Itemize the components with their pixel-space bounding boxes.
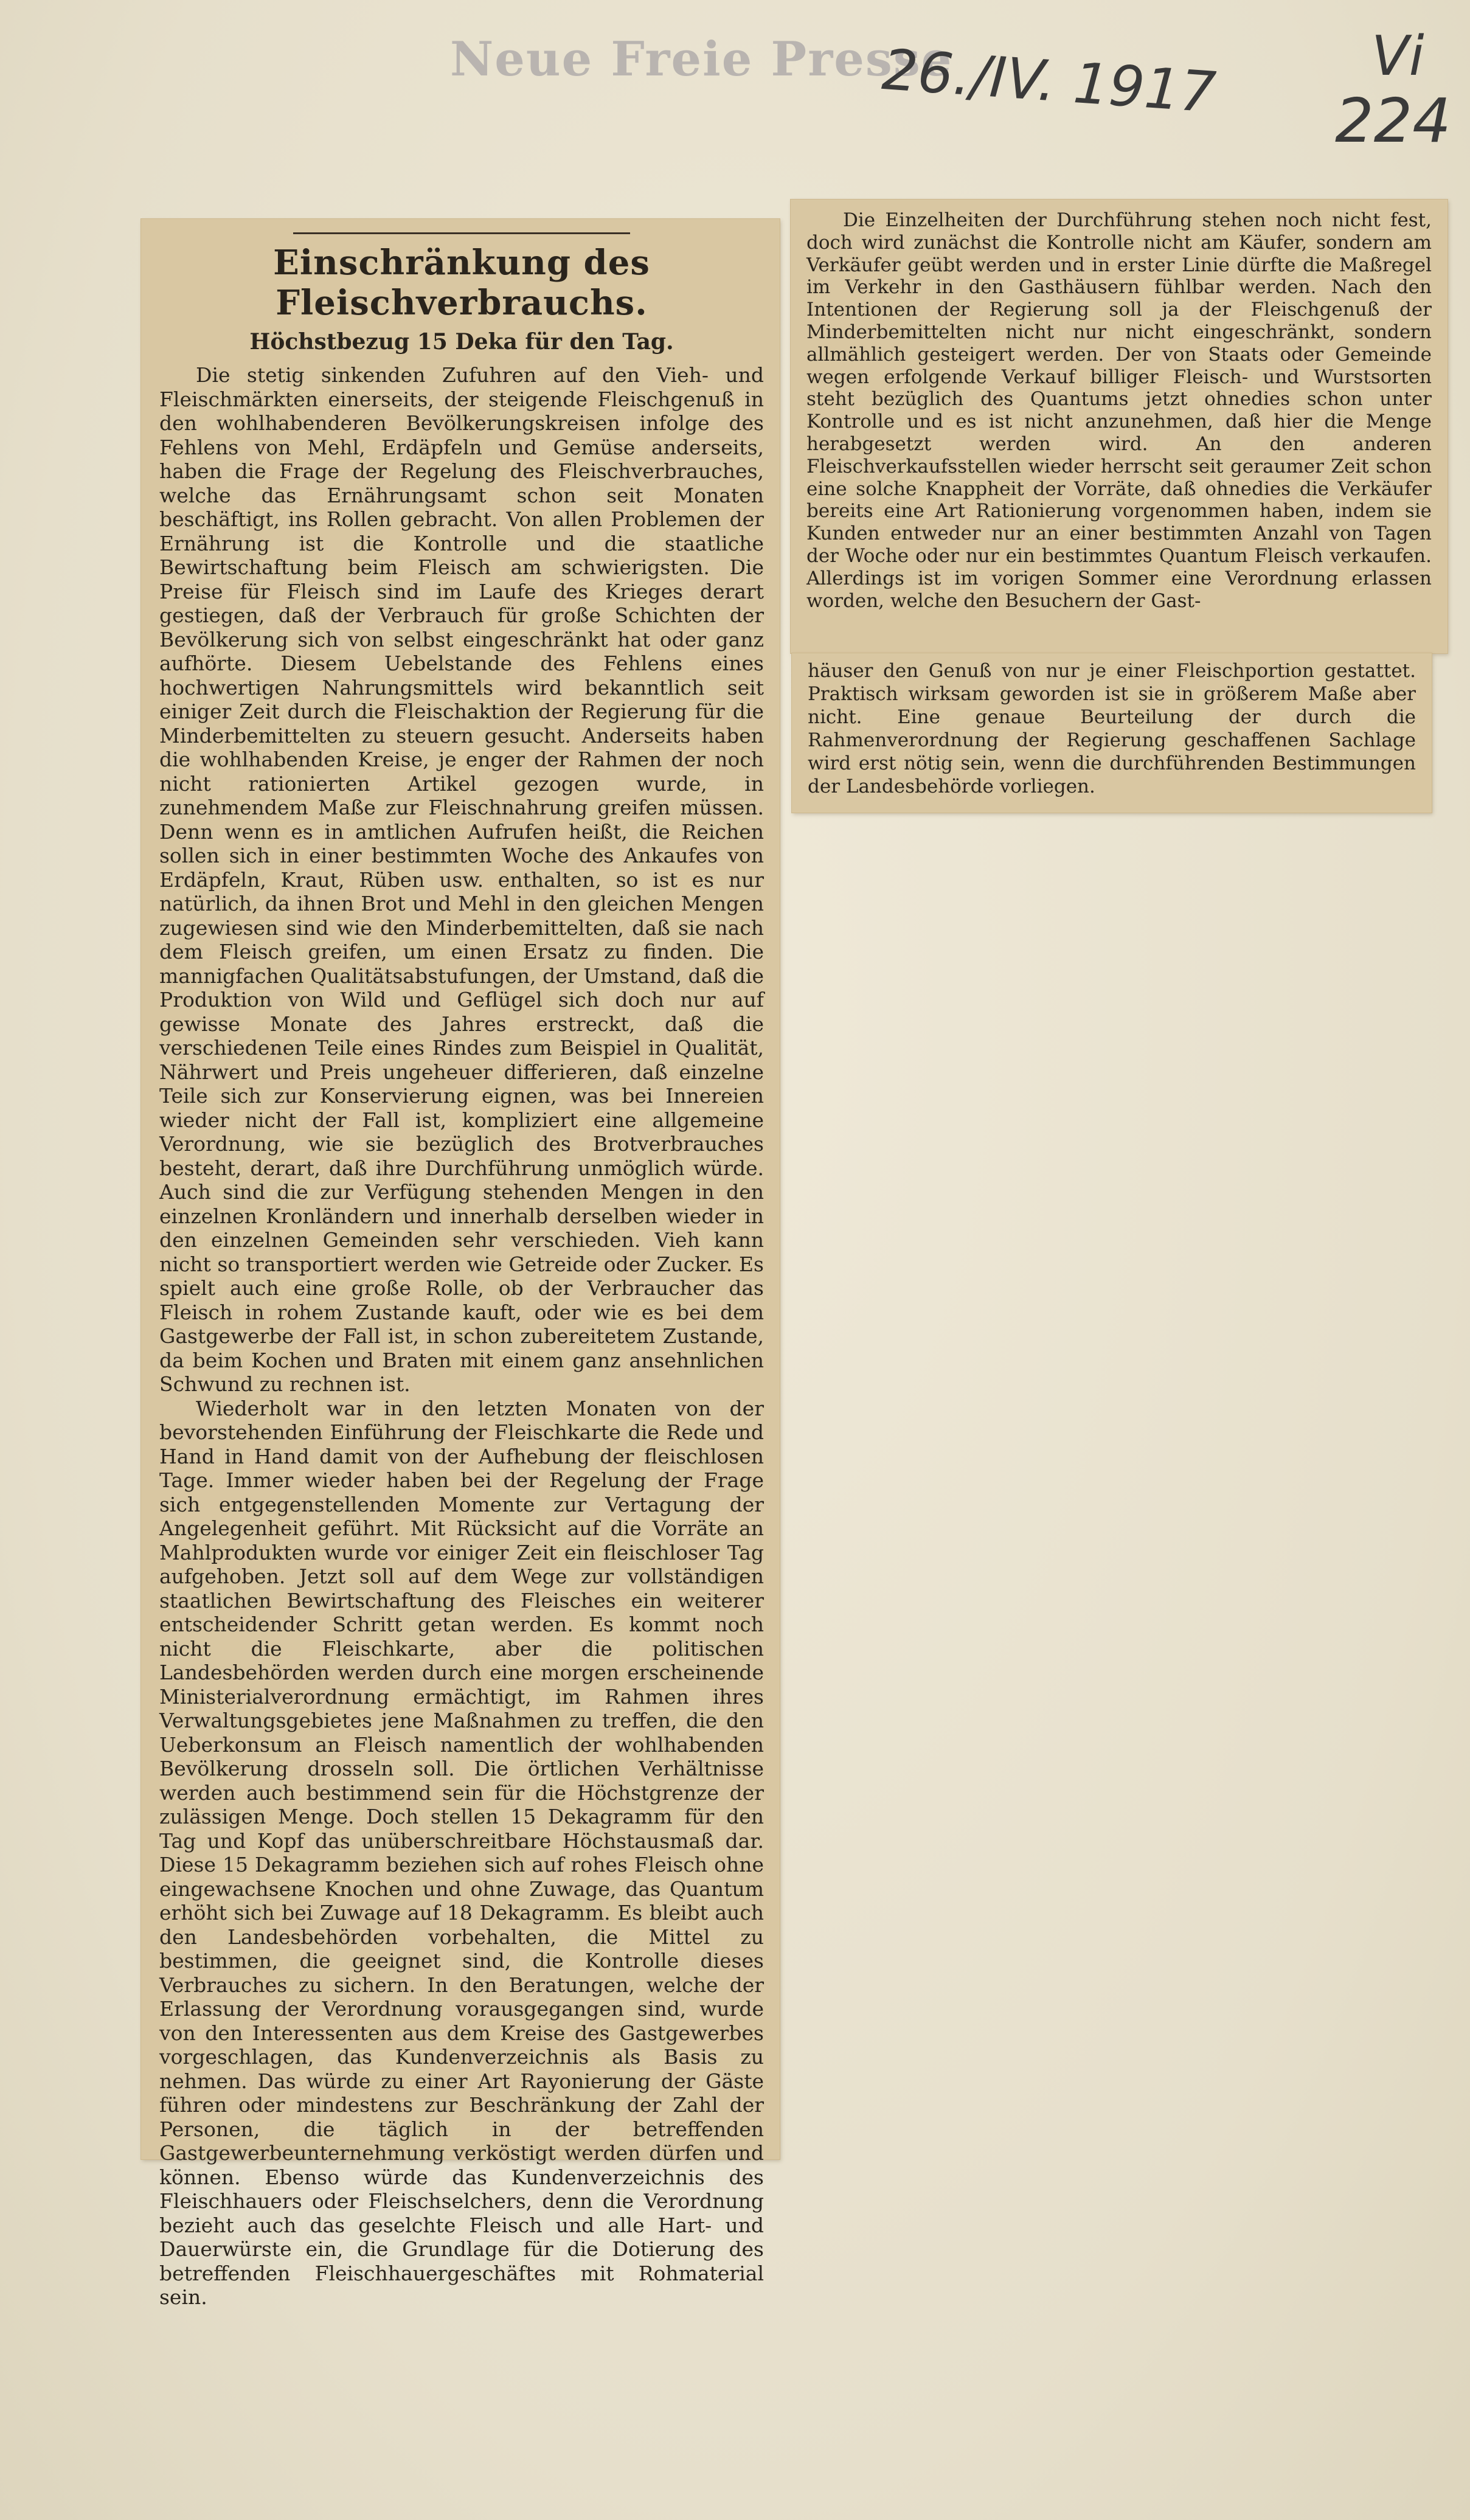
top-rule bbox=[293, 232, 630, 234]
clipping-right-lower bbox=[792, 653, 1432, 813]
clipping-right-upper bbox=[791, 200, 1447, 653]
article-title: Einschränkung des Fleischverbrauchs. bbox=[273, 243, 650, 323]
newspaper-stamp: Neue Freie Presse bbox=[450, 32, 953, 87]
article-subtitle: Höchstbezug 15 Deka für den Tag. bbox=[249, 329, 674, 355]
handwritten-note-top: Vi bbox=[1371, 24, 1424, 88]
handwritten-date: 26./IV. 1917 bbox=[879, 36, 1218, 126]
article-paragraph-4: häuser den Genuß von nur je einer Fleischportion gestattet. Praktisch wirksam geworden ist sie in größerem Maße aber nicht. Eine genaue Beurteilung der durch die Rahmenverordnung der Regierung geschaffenen Sachlage wird erst nötig sein, wenn die durchführenden Bestimmungen der Landesbehörde vorliegen. bbox=[808, 660, 1416, 797]
article-paragraph-3: Die Einzelheiten der Durchführung stehen noch nicht fest, doch wird zunächst die Kontrolle nicht am Käufer, sondern am Verkäufer geübt werden und in erster Linie dürfte die Maßregel im Verkehr in den Gasthäusern fühlbar werden. Nach den Intentionen der Regierung soll ja der Fleischgenuß der Minderbemittelten nicht nur nicht eingeschränkt, sondern allmählich gesteigert werden. Der von Staats oder Gemeinde wegen erfolgende Verkauf billiger Fleisch- und Wurstsorten steht bezüglich des Quantums jetzt ohnedies schon unter Kontrolle und es ist nicht anzunehmen, daß hier die Menge herabgesetzt werden wird. An den anderen Fleischverkaufsstellen wieder herrscht seit geraumer Zeit schon eine solche Knappheit der Vorräte, daß ohnedies die Verkäufer bereits eine Art Rationierung vorgenommen haben, indem sie Kunden entweder nur an einer bestimmten Anzahl von Tagen der Woche oder nur ein bestimmtes Quantum Fleisch verkaufen. Allerdings ist im vorigen Sommer eine Verordnung erlassen worden, welche den Besuchern der Gast- bbox=[806, 209, 1432, 612]
handwritten-note-number: 224 bbox=[1335, 85, 1451, 156]
article-paragraph-2: Wiederholt war in den letzten Monaten von der bevorstehenden Einführung der Fleischkarte die Rede und Hand in Hand damit von der Aufhebung der fleischlosen Tage. Immer wieder haben bei der Regelung der Frage sich entgegenstellenden Momente zur Vertagung der Angelegenheit geführt. Mit Rücksicht auf die Vorräte an Mahlprodukten wurde vor einiger Zeit ein fleischloser Tag aufgehoben. Jetzt soll auf dem Wege zur vollständigen staatlichen Bewirtschaftung des Fleisches ein weiterer entscheidender Schritt getan werden. Es kommt noch nicht die Fleischkarte, aber die politischen Landesbehörden werden durch eine morgen erscheinende Ministerialverordnung ermächtigt, im Rahmen ihres Verwaltungsgebietes jene Maßnahmen zu treffen, die den Ueberkonsum an Fleisch namentlich der wohlhabenden Bevölkerung drosseln soll. Die örtlichen Verhältnisse werden auch bestimmend sein für die Höchstgrenze der zulässigen Menge. Doch stellen 15 Dekagramm für den Tag und Kopf das unüberschreitbare Höchstausmaß dar. Diese 15 Dekagramm beziehen sich auf rohes Fleisch ohne eingewachsene Knochen und ohne Zuwage, das Quantum erhöht sich bei Zuwage auf 18 Dekagramm. Es bleibt auch den Landesbehörden vorbehalten, die Mittel zu bestimmen, die geeignet sind, die Kontrolle dieses Verbrauches zu sichern. In den Beratungen, welche der Erlassung der Verordnung vorausgegangen sind, wurde von den Interessenten aus dem Kreise des Gastgewerbes vorgeschlagen, das Kundenverzeichnis als Basis zu nehmen. Das würde zu einer Art Rayonierung der Gäste führen oder mindestens zur Beschränkung der Zahl der Personen, die täglich in der betreffenden Gastgewerbeunternehmung verköstigt werden dürfen und können. Ebenso würde das Kundenverzeichnis des Fleischhauers oder Fleischselchers, denn die Verordnung bezieht auch das geselchte Fleisch und alle Hart- und Dauerwürste ein, die Grundlage für die Dotierung des betreffenden Fleischhauergeschäftes mit Rohmaterial sein. bbox=[159, 1396, 764, 2309]
article-paragraph-1: Die stetig sinkenden Zufuhren auf den Vieh- und Fleischmärkten einerseits, der steigende Fleischgenuß in den wohlhabenderen Bevölkerungskreisen infolge des Fehlens von Mehl, Erdäpfeln und Gemüse anderseits, haben die Frage der Regelung des Fleischverbrauches, welche das Ernährungsamt schon seit Monaten beschäftigt, ins Rollen gebracht. Von allen Problemen der Ernährung ist die Kontrolle und die staatliche Bewirtschaftung beim Fleisch am schwierigsten. Die Preise für Fleisch sind im Laufe des Krieges derart gestiegen, daß der Verbrauch für große Schichten der Bevölkerung sich von selbst eingeschränkt hat oder ganz aufhörte. Diesem Uebelstande des Fehlens eines hochwertigen Nahrungsmittels wird bekanntlich seit einiger Zeit durch die Fleischaktion der Regierung für die Minderbemittelten zu steuern gesucht. Anderseits haben die wohlhabenden Kreise, je enger der Rahmen der noch nicht rationierten Artikel gezogen wurde, in zunehmendem Maße zur Fleischnahrung greifen müssen. Denn wenn es in amtlichen Aufrufen heißt, die Reichen sollen sich in einer bestimmten Woche des Ankaufes von Erdäpfeln, Kraut, Rüben usw. enthalten, so ist es nur natürlich, da ihnen Brot und Mehl in den gleichen Mengen zugewiesen sind wie den Minderbemittelten, daß sie nach dem Fleisch greifen, um einen Ersatz zu finden. Die mannigfachen Qualitätsabstufungen, der Umstand, daß die Produktion von Wild und Geflügel sich doch nur auf gewisse Monate des Jahres erstreckt, daß die verschiedenen Teile eines Rindes zum Beispiel in Qualität, Nährwert und Preis ungeheuer differieren, daß einzelne Teile sich zur Konservierung eignen, was bei Innereien wieder nicht der Fall ist, kompliziert eine allgemeine Verordnung, wie sie bezüglich des Brotverbrauches besteht, derart, daß ihre Durchführung unmöglich würde. Auch sind die zur Verfügung stehenden Mengen in den einzelnen Kronländern und innerhalb derselben wieder in den einzelnen Gemeinden sehr verschieden. Vieh kann nicht so transportiert werden wie Getreide oder Zucker. Es spielt auch eine große Rolle, ob der Verbraucher das Fleisch in rohem Zustande kauft, oder wie es bei dem Gastgewerbe der Fall ist, in schon zubereitetem Zustande, da beim Kochen und Braten mit einem ganz ansehnlichen Schwund zu rechnen ist. bbox=[159, 363, 764, 1396]
clipping-left-column bbox=[141, 219, 780, 2309]
